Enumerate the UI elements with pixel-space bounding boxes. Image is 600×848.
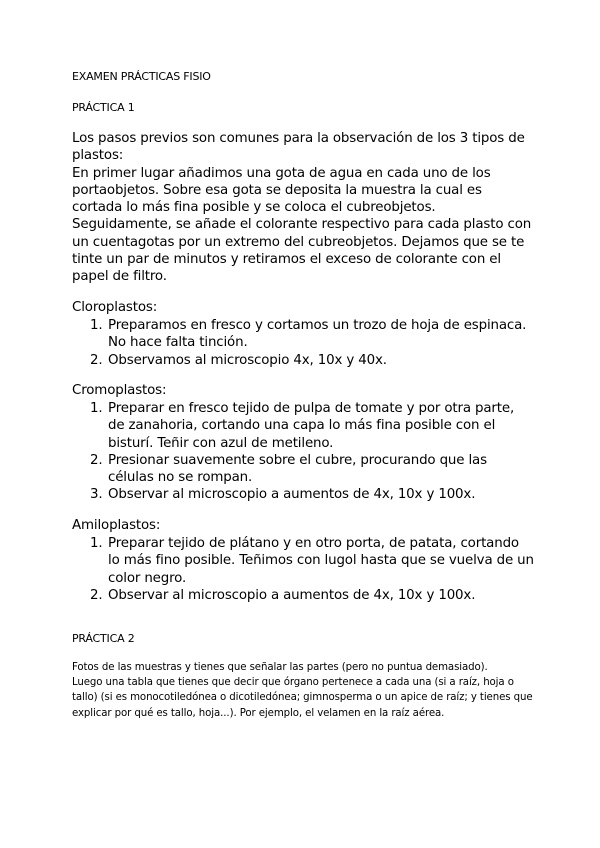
practica1-intro — [72, 130, 534, 286]
list-item — [72, 352, 534, 369]
list-number: 3. — [90, 487, 103, 503]
cromoplastos-steps — [72, 400, 534, 504]
list-item-text: Preparamos en fresco y cortamos un trozo de hoja de espinaca. No hace falta tinción. — [108, 318, 527, 351]
document-title: EXAMEN PRÁCTICAS FISIO — [72, 70, 211, 83]
list-item — [72, 400, 534, 452]
list-number: 1. — [90, 401, 103, 416]
list-item — [72, 587, 534, 604]
list-item — [72, 452, 534, 487]
cloroplastos-label: Cloroplastos: — [72, 300, 158, 315]
list-item-text: Observamos al microscopio 4x, 10x y 40x. — [108, 352, 387, 368]
notes-paragraph: Luego una tabla que tienes que decir que órgano pertenece a cada una (si a raíz, hoja o tallo) (si es monocotiledónea o dicotiledónea; gimnosperma o un apice de raíz; y tienes que explicar por qué es tallo, hoja...). Por ejemplo, el velamen en la raíz aérea. — [72, 677, 533, 719]
intro-paragraph: Los pasos previos son comunes para la observación de los 3 tipos de plastos: — [72, 131, 525, 164]
list-item — [72, 486, 534, 503]
cloroplastos-steps — [72, 317, 534, 369]
list-number: 2. — [90, 352, 103, 368]
practica1-heading: PRÁCTICA 1 — [72, 101, 135, 114]
list-item-text: Preparar en fresco tejido de pulpa de tomate y por otra parte, de zanahoria, cortando una capa lo más fina posible con el bisturí. Teñir con azul de metileno. — [108, 401, 515, 451]
list-number: 2. — [90, 452, 103, 468]
practica2-notes — [72, 660, 534, 721]
list-number: 1. — [90, 318, 103, 333]
list-number: 1. — [90, 536, 103, 551]
list-item-text: Observar al microscopio a aumentos de 4x, 10x y 100x. — [108, 587, 476, 603]
cromoplastos-label: Cromoplastos: — [72, 383, 167, 398]
list-item — [72, 535, 534, 587]
list-number: 2. — [90, 587, 103, 603]
list-item-text: Presionar suavemente sobre el cubre, procurando que las células no se rompan. — [108, 452, 487, 486]
intro-paragraph: En primer lugar añadimos una gota de agua en cada uno de los portaobjetos. Sobre esa gota se deposita la muestra la cual es cortada lo más fina posible y se coloca el cubreobjetos. — [72, 165, 491, 216]
practica2-heading: PRÁCTICA 2 — [72, 632, 135, 645]
amiloplastos-steps — [72, 535, 534, 604]
list-item-text: Preparar tejido de plátano y en otro porta, de patata, cortando lo más fino posible. Teñimos con lugol hasta que se vuelva de un color negro. — [108, 536, 534, 586]
amiloplastos-label: Amiloplastos: — [72, 518, 161, 533]
notes-paragraph: Fotos de las muestras y tienes que señalar las partes (pero no puntua demasiado). — [72, 662, 488, 673]
list-item — [72, 317, 534, 352]
list-item-text: Observar al microscopio a aumentos de 4x, 10x y 100x. — [108, 487, 476, 503]
intro-paragraph: Seguidamente, se añade el colorante respectivo para cada plasto con un cuentagotas por un extremo del cubreobjetos. Dejamos que se te tinte un par de minutos y retiramos el exceso de colorante con el papel de filtro. — [72, 217, 532, 285]
